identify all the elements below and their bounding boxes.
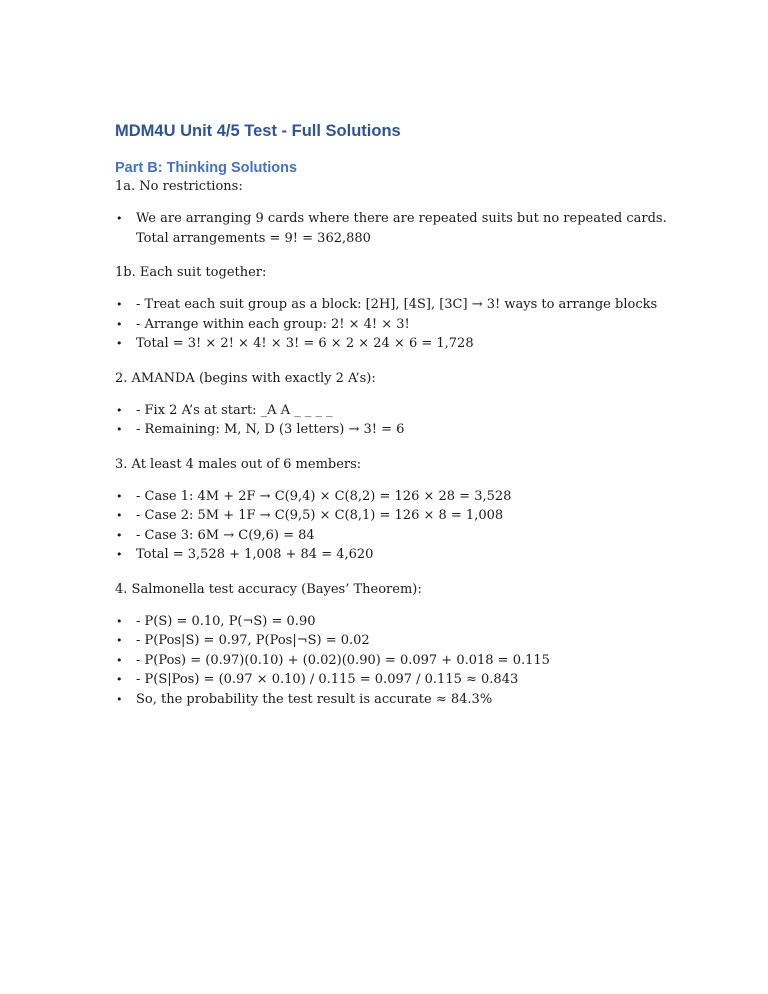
question-2-list xyxy=(115,401,675,440)
list-item xyxy=(115,506,675,526)
bullet-icon: • xyxy=(116,634,123,647)
document-body xyxy=(115,120,675,709)
bullet-icon: • xyxy=(116,692,123,706)
list-item-text: - Fix 2 A’s at start: _A A _ _ _ _ xyxy=(136,402,333,418)
list-item-text: - P(Pos) = (0.97)(0.10) + (0.02)(0.90) = 0.097 + 0.018 = 0.115 xyxy=(136,652,550,668)
list-item xyxy=(115,612,675,632)
list-item xyxy=(115,631,675,651)
list-item-text: - Case 2: 5M + 1F → C(9,5) × C(8,1) = 126 × 8 = 1,008 xyxy=(136,508,504,523)
list-item xyxy=(115,526,675,546)
list-item-text: - Case 3: 6M → C(9,6) = 84 xyxy=(136,527,315,543)
question-1a-heading: 1a. No restrictions: xyxy=(115,179,243,194)
list-item-text: - Treat each suit group as a block: [2H], [4S], [3C] → 3! ways to arrange blocks xyxy=(136,297,658,312)
list-item xyxy=(115,401,675,421)
bullet-icon: • xyxy=(116,337,123,350)
section-heading: Part B: Thinking Solutions xyxy=(115,160,298,176)
list-item xyxy=(115,334,675,354)
bullet-icon: • xyxy=(116,298,123,311)
list-item xyxy=(115,545,675,565)
list-item xyxy=(115,651,675,671)
list-item-text: Total = 3,528 + 1,008 + 84 = 4,620 xyxy=(136,547,374,562)
list-item-text: - Remaining: M, N, D (3 letters) → 3! = 6 xyxy=(136,422,405,437)
question-4-list xyxy=(115,612,675,710)
bullet-icon: • xyxy=(116,489,123,503)
document-title: MDM4U Unit 4/5 Test - Full Solutions xyxy=(115,122,401,140)
bullet-icon: • xyxy=(116,317,123,331)
bullet-icon: • xyxy=(116,423,123,436)
list-item-text: - P(S|Pos) = (0.97 × 0.10) / 0.115 = 0.097 / 0.115 ≈ 0.843 xyxy=(136,672,519,687)
bullet-icon: • xyxy=(116,548,123,561)
list-item xyxy=(115,315,675,335)
question-3-list xyxy=(115,487,675,565)
bullet-icon: • xyxy=(116,509,123,522)
list-item-text: - P(S) = 0.10, P(¬S) = 0.90 xyxy=(136,613,316,629)
question-2-heading: 2. AMANDA (begins with exactly 2 A’s): xyxy=(115,370,376,386)
bullet-icon: • xyxy=(116,403,123,417)
bullet-icon: • xyxy=(116,528,123,542)
list-item-text: Total = 3! × 2! × 4! × 3! = 6 × 2 × 24 × 6 = 1,728 xyxy=(136,336,474,351)
list-item xyxy=(115,420,675,440)
list-item xyxy=(115,670,675,690)
bullet-icon: • xyxy=(116,653,123,667)
list-item-text: - Case 1: 4M + 2F → C(9,4) × C(8,2) = 126 × 28 = 3,528 xyxy=(136,488,512,504)
bullet-icon: • xyxy=(116,614,123,628)
bullet-icon: • xyxy=(116,673,123,686)
bullet-icon: • xyxy=(116,212,123,225)
question-1b-heading: 1b. Each suit together: xyxy=(115,265,267,280)
list-item-text: - P(Pos|S) = 0.97, P(Pos|¬S) = 0.02 xyxy=(136,633,370,648)
list-item xyxy=(115,690,675,710)
list-item-text: - Arrange within each group: 2! × 4! × 3! xyxy=(136,316,410,332)
list-item xyxy=(115,487,675,507)
list-item-text: So, the probability the test result is accurate ≈ 84.3% xyxy=(136,691,493,707)
question-1a-list xyxy=(115,209,675,248)
list-item-text: We are arranging 9 cards where there are repeated suits but no repeated cards. Total arrangements = 9! = 362,880 xyxy=(136,211,667,246)
question-1b-list xyxy=(115,295,675,354)
list-item xyxy=(115,209,675,248)
list-item xyxy=(115,295,675,315)
question-3-heading: 3. At least 4 males out of 6 members: xyxy=(115,456,362,472)
question-4-heading: 4. Salmonella test accuracy (Bayes’ Theorem): xyxy=(115,581,422,597)
